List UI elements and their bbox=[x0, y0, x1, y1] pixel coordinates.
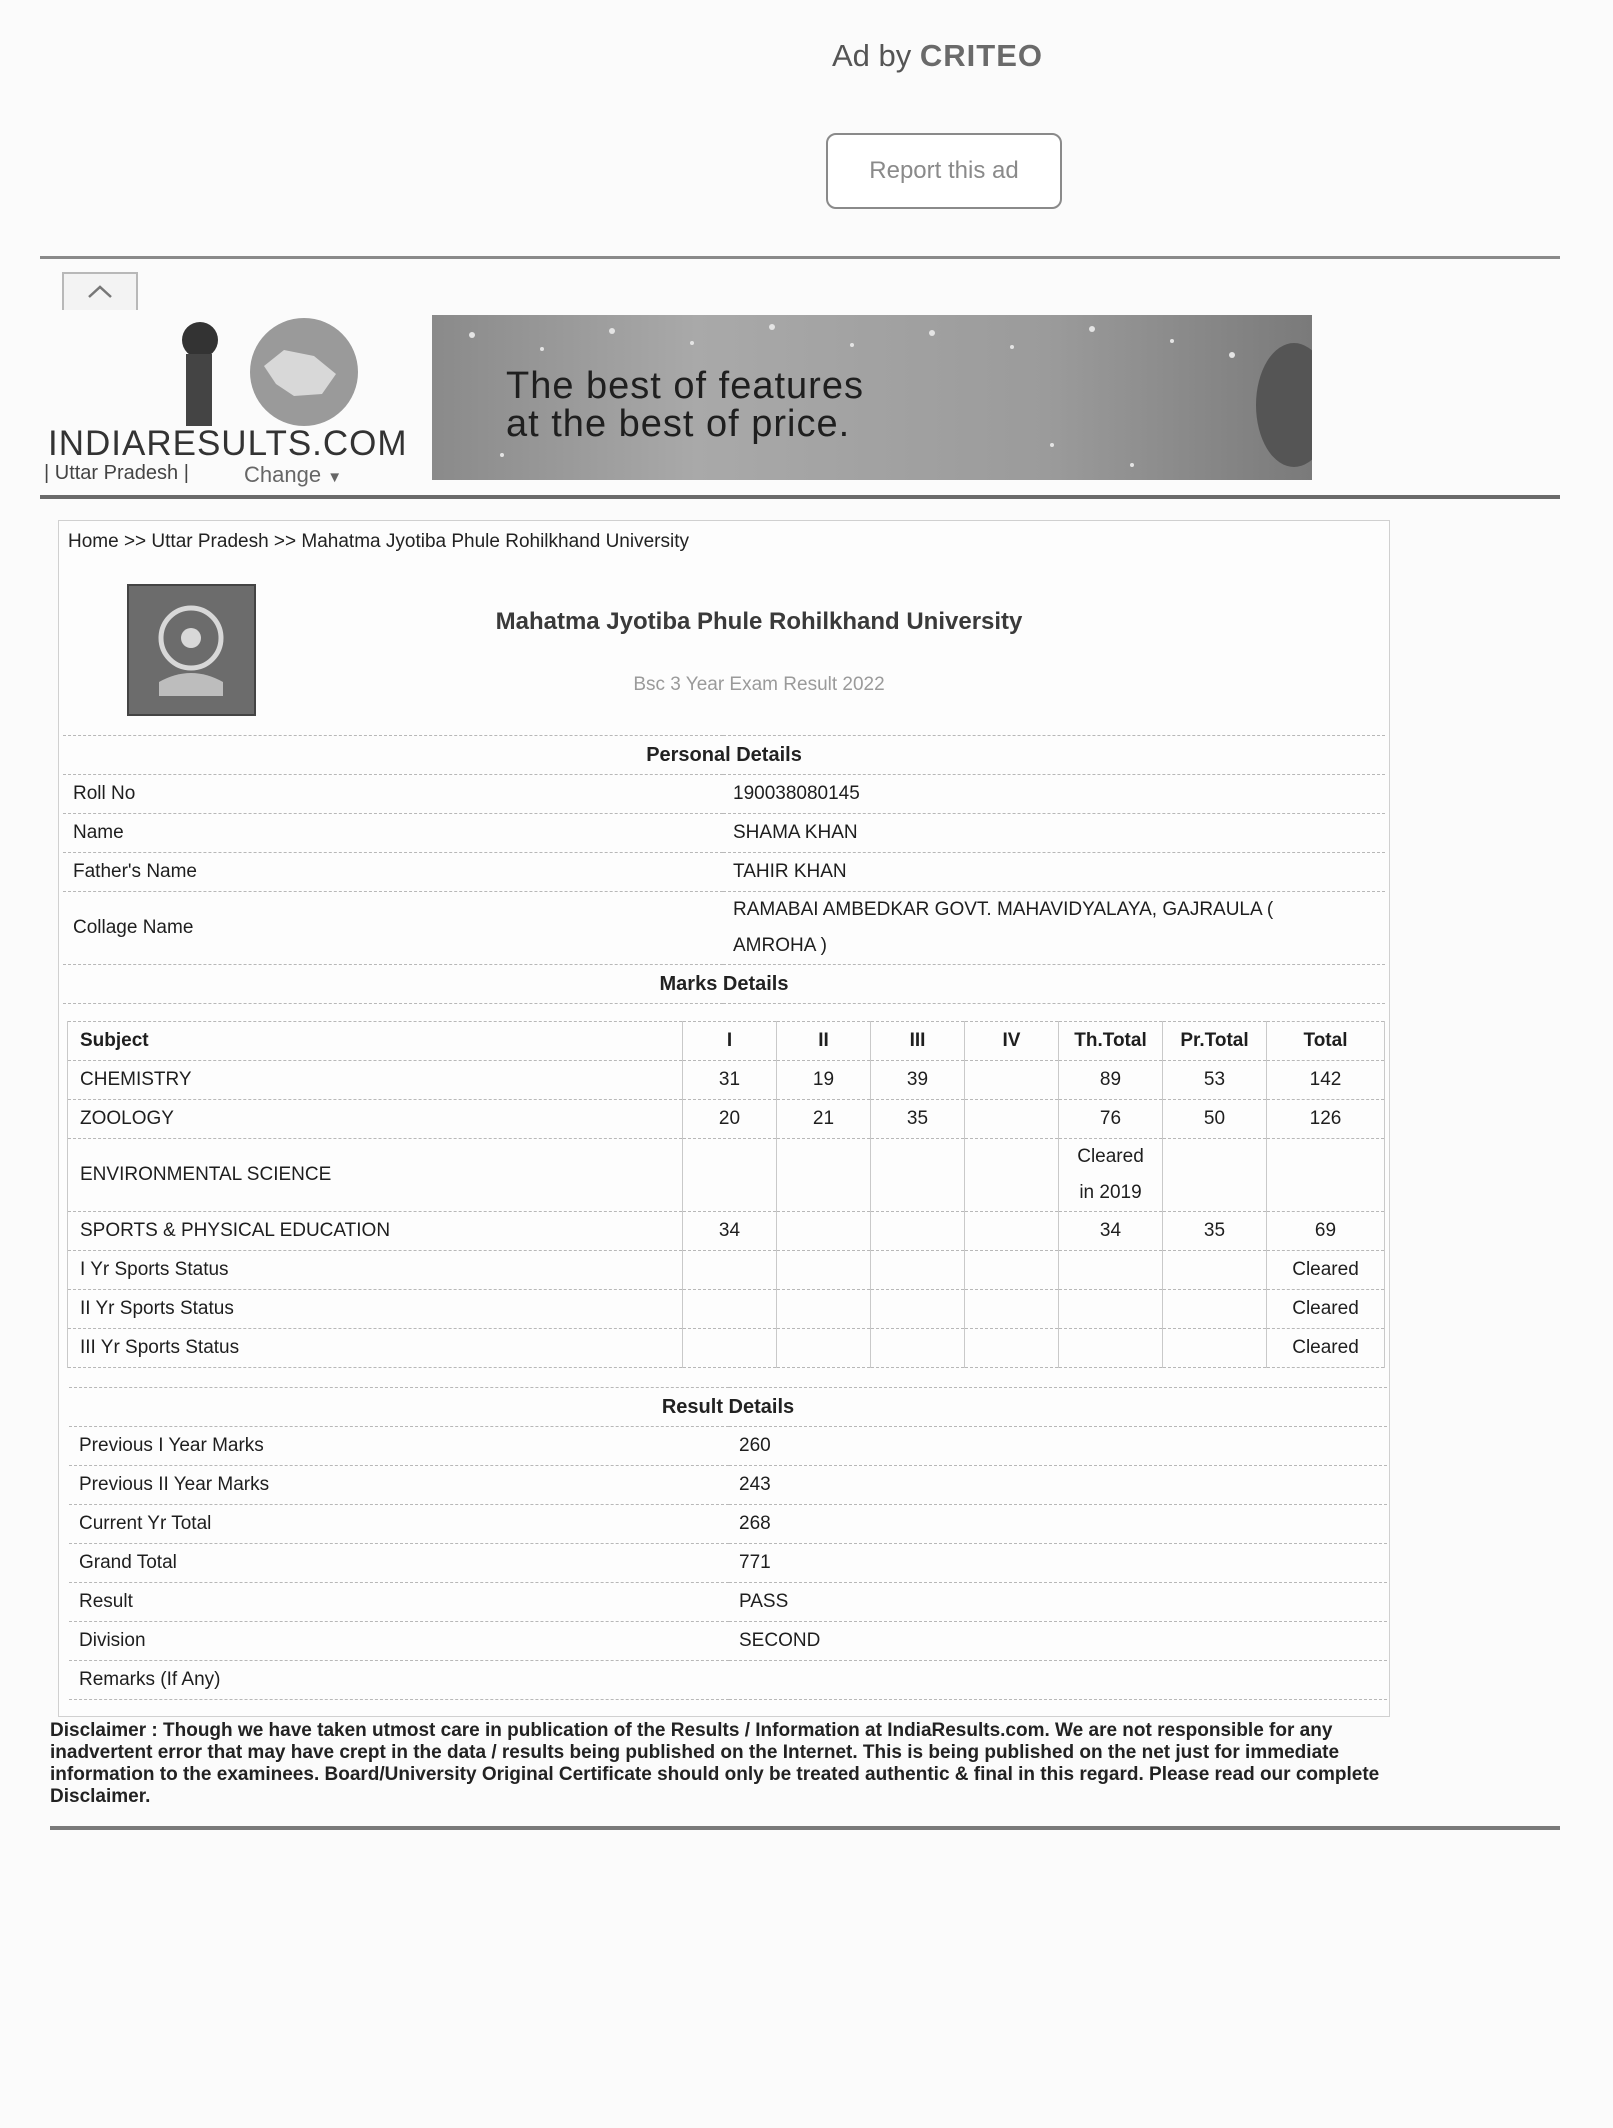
field-value bbox=[729, 1661, 1387, 1700]
mark-cell bbox=[871, 1329, 965, 1368]
subject-cell: CHEMISTRY bbox=[68, 1061, 683, 1100]
field-label: Roll No bbox=[63, 775, 723, 814]
indiaresults-logo-icon bbox=[164, 316, 394, 428]
personal-details-heading: Personal Details bbox=[63, 736, 1385, 775]
column-header: Th.Total bbox=[1059, 1022, 1163, 1061]
field-label: Previous I Year Marks bbox=[69, 1427, 729, 1466]
table-row bbox=[69, 1466, 1387, 1505]
mark-cell bbox=[871, 1290, 965, 1329]
table-row bbox=[69, 1583, 1387, 1622]
mark-cell bbox=[871, 1139, 965, 1212]
mark-cell bbox=[777, 1139, 871, 1212]
mark-cell bbox=[1163, 1251, 1267, 1290]
field-label: Father's Name bbox=[63, 853, 723, 892]
exam-title: Bsc 3 Year Exam Result 2022 bbox=[633, 674, 885, 695]
state-label: | Uttar Pradesh | bbox=[44, 462, 189, 484]
table-row bbox=[68, 1139, 1385, 1212]
table-row bbox=[69, 1427, 1387, 1466]
ad-prefix: Ad by bbox=[832, 38, 912, 73]
subject-cell: ENVIRONMENTAL SCIENCE bbox=[68, 1139, 683, 1212]
mark-cell bbox=[965, 1329, 1059, 1368]
column-header: II bbox=[777, 1022, 871, 1061]
table-row bbox=[69, 1544, 1387, 1583]
disclaimer: Disclaimer : Though we have taken utmost care in publication of the Results / Information at IndiaResults.com. We are not responsible for any inadvertent error that may have crept in the data / results being published on the Internet. This is being published on the net just for immediate information to the examinees. Board/University Original Certificate should only be treated authentic & final in this regard. Please read our complete Disclaimer. bbox=[50, 1720, 1380, 1807]
header-divider bbox=[40, 256, 1560, 259]
mark-cell bbox=[683, 1329, 777, 1368]
report-ad-button[interactable]: Report this ad bbox=[826, 133, 1062, 209]
field-value: PASS bbox=[729, 1583, 1387, 1622]
field-label: Result bbox=[69, 1583, 729, 1622]
subject-cell: ZOOLOGY bbox=[68, 1100, 683, 1139]
subject-cell: II Yr Sports Status bbox=[68, 1290, 683, 1329]
mark-cell: 76 bbox=[1059, 1100, 1163, 1139]
mark-cell bbox=[965, 1290, 1059, 1329]
mark-cell: 35 bbox=[871, 1100, 965, 1139]
site-logo[interactable] bbox=[44, 316, 408, 487]
mark-cell bbox=[1163, 1329, 1267, 1368]
mark-cell bbox=[965, 1061, 1059, 1100]
column-header: I bbox=[683, 1022, 777, 1061]
mark-cell bbox=[871, 1251, 965, 1290]
table-row bbox=[68, 1251, 1385, 1290]
marks-table bbox=[67, 1021, 1385, 1368]
mark-cell: Cleared bbox=[1267, 1251, 1385, 1290]
mark-cell: 142 bbox=[1267, 1061, 1385, 1100]
table-row bbox=[63, 814, 1385, 853]
mark-cell: 89 bbox=[1059, 1061, 1163, 1100]
university-emblem bbox=[127, 584, 256, 716]
column-header: Pr.Total bbox=[1163, 1022, 1267, 1061]
table-row bbox=[68, 1212, 1385, 1251]
mark-cell: 69 bbox=[1267, 1212, 1385, 1251]
mark-cell: Cleared bbox=[1267, 1290, 1385, 1329]
caret-down-icon: ▼ bbox=[327, 469, 343, 486]
collapse-toggle[interactable] bbox=[62, 272, 138, 310]
field-value: 268 bbox=[729, 1505, 1387, 1544]
mark-cell bbox=[1059, 1290, 1163, 1329]
table-row bbox=[63, 853, 1385, 892]
subject-cell: III Yr Sports Status bbox=[68, 1329, 683, 1368]
mark-cell bbox=[777, 1212, 871, 1251]
result-details-heading: Result Details bbox=[69, 1388, 1387, 1427]
field-label: Name bbox=[63, 814, 723, 853]
field-value: 190038080145 bbox=[723, 775, 1385, 814]
banner-ad[interactable] bbox=[432, 315, 1312, 480]
ad-attribution bbox=[832, 38, 1043, 74]
banner-headline bbox=[506, 367, 864, 443]
mark-cell: 19 bbox=[777, 1061, 871, 1100]
column-header: IV bbox=[965, 1022, 1059, 1061]
table-row bbox=[68, 1329, 1385, 1368]
mark-cell bbox=[777, 1251, 871, 1290]
field-label: Previous II Year Marks bbox=[69, 1466, 729, 1505]
column-header: Total bbox=[1267, 1022, 1385, 1061]
mark-cell bbox=[965, 1100, 1059, 1139]
mark-cell: 53 bbox=[1163, 1061, 1267, 1100]
footer-divider bbox=[50, 1826, 1560, 1830]
mark-cell bbox=[777, 1290, 871, 1329]
table-row bbox=[68, 1100, 1385, 1139]
mark-cell: Cleared bbox=[1267, 1329, 1385, 1368]
subject-cell: SPORTS & PHYSICAL EDUCATION bbox=[68, 1212, 683, 1251]
field-value: SECOND bbox=[729, 1622, 1387, 1661]
field-value: 260 bbox=[729, 1427, 1387, 1466]
table-header-row bbox=[68, 1022, 1385, 1061]
table-row bbox=[69, 1505, 1387, 1544]
mark-cell bbox=[965, 1251, 1059, 1290]
banner-line-1: The best of features bbox=[506, 365, 864, 407]
mark-cell: 126 bbox=[1267, 1100, 1385, 1139]
nav-divider bbox=[40, 495, 1560, 499]
mark-cell bbox=[1267, 1139, 1385, 1212]
change-state-link[interactable] bbox=[244, 462, 342, 488]
table-row bbox=[63, 892, 1385, 965]
chevron-up-icon bbox=[87, 285, 113, 299]
emblem-icon bbox=[129, 586, 254, 714]
mark-cell: 34 bbox=[683, 1212, 777, 1251]
mark-cell bbox=[1163, 1139, 1267, 1212]
mark-cell bbox=[1059, 1329, 1163, 1368]
mark-cell: 31 bbox=[683, 1061, 777, 1100]
column-header: III bbox=[871, 1022, 965, 1061]
mark-cell bbox=[777, 1329, 871, 1368]
field-label: Remarks (If Any) bbox=[69, 1661, 729, 1700]
table-row bbox=[63, 775, 1385, 814]
change-label: Change bbox=[244, 462, 322, 487]
mark-cell bbox=[683, 1290, 777, 1329]
mark-cell bbox=[965, 1212, 1059, 1251]
mark-cell bbox=[871, 1212, 965, 1251]
result-details-table bbox=[69, 1387, 1387, 1700]
table-row bbox=[68, 1290, 1385, 1329]
mark-cell: 20 bbox=[683, 1100, 777, 1139]
result-card bbox=[58, 520, 1390, 1717]
mark-cell bbox=[965, 1139, 1059, 1212]
field-value: 243 bbox=[729, 1466, 1387, 1505]
personal-details-table bbox=[63, 735, 1385, 1004]
banner-line-2: at the best of price. bbox=[506, 403, 851, 445]
field-label: Collage Name bbox=[63, 892, 723, 965]
field-label: Current Yr Total bbox=[69, 1505, 729, 1544]
field-value: RAMABAI AMBEDKAR GOVT. MAHAVIDYALAYA, GAJRAULA ( AMROHA ) bbox=[723, 892, 1385, 965]
mark-cell: 39 bbox=[871, 1061, 965, 1100]
field-label: Division bbox=[69, 1622, 729, 1661]
subject-cell: I Yr Sports Status bbox=[68, 1251, 683, 1290]
column-header: Subject bbox=[68, 1022, 683, 1061]
mark-cell bbox=[683, 1251, 777, 1290]
field-value: SHAMA KHAN bbox=[723, 814, 1385, 853]
mark-cell bbox=[683, 1139, 777, 1212]
university-name: Mahatma Jyotiba Phule Rohilkhand University bbox=[495, 608, 1023, 635]
table-row bbox=[69, 1622, 1387, 1661]
breadcrumb[interactable]: Home >> Uttar Pradesh >> Mahatma Jyotiba Phule Rohilkhand University bbox=[68, 531, 689, 552]
mark-cell: 34 bbox=[1059, 1212, 1163, 1251]
mark-cell: 35 bbox=[1163, 1212, 1267, 1251]
table-row bbox=[68, 1061, 1385, 1100]
mark-cell: Cleared in 2019 bbox=[1059, 1139, 1163, 1212]
mark-cell bbox=[1163, 1290, 1267, 1329]
marks-details-heading: Marks Details bbox=[63, 965, 1385, 1004]
mark-cell bbox=[1059, 1251, 1163, 1290]
field-label: Grand Total bbox=[69, 1544, 729, 1583]
criteo-logo: CRITEO bbox=[919, 38, 1044, 73]
field-value: TAHIR KHAN bbox=[723, 853, 1385, 892]
mark-cell: 50 bbox=[1163, 1100, 1267, 1139]
table-row bbox=[69, 1661, 1387, 1700]
brand-name: INDIARESULTS.COM bbox=[48, 424, 408, 463]
field-value: 771 bbox=[729, 1544, 1387, 1583]
mark-cell: 21 bbox=[777, 1100, 871, 1139]
